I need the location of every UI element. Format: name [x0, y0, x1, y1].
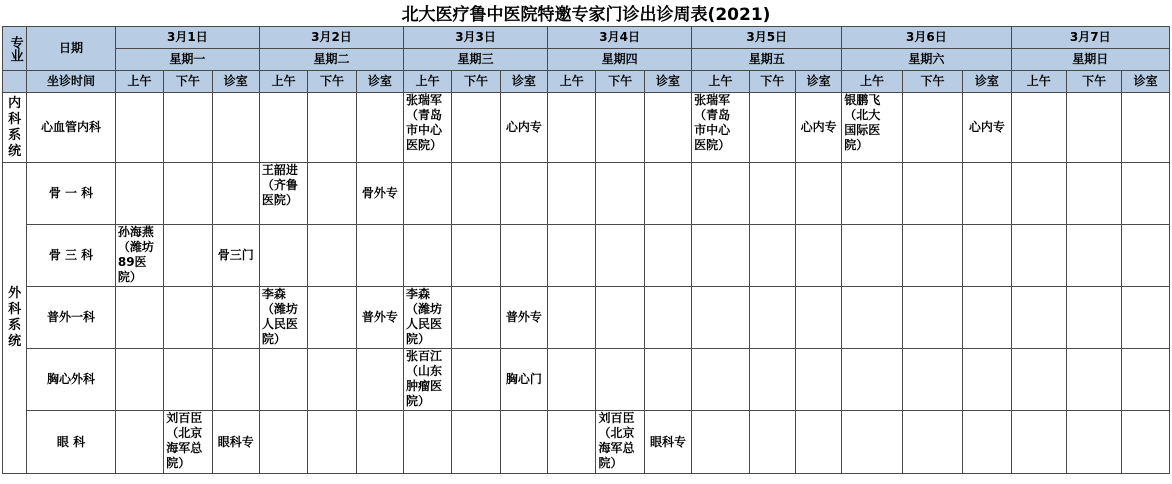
table-row: [3, 225, 1170, 287]
specialty-header: 专业: [3, 27, 27, 71]
day-weekday: 星期三: [404, 49, 548, 71]
clinic-room: [795, 349, 841, 411]
doctor-cell: [1011, 349, 1066, 411]
clinic-room: [212, 287, 259, 349]
clinic-room: [963, 225, 1011, 287]
doctor-cell: [749, 411, 795, 474]
doctor-cell: [164, 349, 212, 411]
table-row: [3, 163, 1170, 225]
department-name: 普外一科: [27, 287, 116, 349]
doctor-cell: 李森 （潍坊 人民医 院）: [259, 287, 307, 349]
am-header: 上午: [115, 71, 163, 93]
clinic-room: [356, 93, 403, 163]
room-header: 诊室: [212, 71, 259, 93]
room-header: 诊室: [500, 71, 547, 93]
doctor-cell: [164, 163, 212, 225]
doctor-cell: [548, 163, 596, 225]
doctor-cell: [259, 349, 307, 411]
doctor-cell: [308, 287, 356, 349]
doctor-cell: [548, 225, 596, 287]
day-weekday: 星期六: [842, 49, 1011, 71]
clinic-room: 骨三门: [212, 225, 259, 287]
doctor-cell: [1066, 349, 1121, 411]
doctor-cell: [164, 93, 212, 163]
department-name: 胸心外科: [27, 349, 116, 411]
doctor-cell: [596, 349, 644, 411]
room-header: 诊室: [1122, 71, 1170, 93]
doctor-cell: [164, 287, 212, 349]
doctor-cell: [308, 163, 356, 225]
doctor-cell: [902, 287, 962, 349]
doctor-cell: 李森 （潍坊 人民医 院）: [404, 287, 452, 349]
day-weekday: 星期四: [548, 49, 692, 71]
day-weekday: 星期日: [1011, 49, 1169, 71]
day-date: 3月5日: [692, 27, 842, 49]
pm-header: 下午: [308, 71, 356, 93]
clinic-room: 胸心门: [500, 349, 547, 411]
doctor-cell: [259, 225, 307, 287]
doctor-cell: [692, 163, 749, 225]
clinic-room: [795, 225, 841, 287]
doctor-cell: [692, 287, 749, 349]
clinic-room: [963, 287, 1011, 349]
doctor-cell: [452, 411, 500, 474]
doctor-cell: 刘百臣 （北京 海军总 院）: [596, 411, 644, 474]
doctor-cell: [842, 163, 902, 225]
doctor-cell: [115, 287, 163, 349]
pm-header: 下午: [1066, 71, 1121, 93]
clinic-room: 普外专: [356, 287, 403, 349]
doctor-cell: 孙海燕 （潍坊 89医 院）: [115, 225, 163, 287]
am-header: 上午: [404, 71, 452, 93]
clinic-room: [1122, 411, 1170, 474]
am-header: 上午: [1011, 71, 1066, 93]
doctor-cell: [692, 349, 749, 411]
pm-header: 下午: [902, 71, 962, 93]
doctor-cell: [259, 93, 307, 163]
department-name: 骨 三 科: [27, 225, 116, 287]
doctor-cell: [115, 411, 163, 474]
doctor-cell: [749, 349, 795, 411]
doctor-cell: [596, 163, 644, 225]
pm-header: 下午: [452, 71, 500, 93]
room-header: 诊室: [356, 71, 403, 93]
day-weekday: 星期一: [115, 49, 259, 71]
doctor-cell: [902, 163, 962, 225]
clinic-room: [1122, 225, 1170, 287]
clinic-room: [795, 411, 841, 474]
room-header: 诊室: [644, 71, 691, 93]
doctor-cell: [596, 287, 644, 349]
doctor-cell: [596, 93, 644, 163]
table-row: [3, 287, 1170, 349]
clinic-room: [212, 349, 259, 411]
doctor-cell: [404, 225, 452, 287]
clinic-room: [356, 349, 403, 411]
doctor-cell: [1011, 225, 1066, 287]
date-header: 日期: [27, 27, 116, 71]
clinic-room: [644, 163, 691, 225]
doctor-cell: [1011, 93, 1066, 163]
doctor-cell: [749, 287, 795, 349]
clinic-room: [644, 287, 691, 349]
doctor-cell: [1066, 225, 1121, 287]
doctor-cell: [548, 411, 596, 474]
doctor-cell: [902, 411, 962, 474]
doctor-cell: [548, 93, 596, 163]
room-header: 诊室: [963, 71, 1011, 93]
clinic-room: [644, 225, 691, 287]
clinic-room: [1122, 163, 1170, 225]
table-row: [3, 349, 1170, 411]
day-date: 3月3日: [404, 27, 548, 49]
table-row: [3, 93, 1170, 163]
am-header: 上午: [842, 71, 902, 93]
doctor-cell: [1011, 163, 1066, 225]
group-internal: 内科系统: [3, 93, 27, 163]
clinic-room: 心内专: [500, 93, 547, 163]
doctor-cell: [259, 411, 307, 474]
day-date: 3月4日: [548, 27, 692, 49]
clinic-room: [356, 225, 403, 287]
clinic-room: [1122, 287, 1170, 349]
doctor-cell: [1066, 163, 1121, 225]
clinic-room: [644, 93, 691, 163]
clinic-room: [356, 411, 403, 474]
room-header: 诊室: [795, 71, 841, 93]
doctor-cell: 王韶进 （齐鲁 医院）: [259, 163, 307, 225]
doctor-cell: [1066, 411, 1121, 474]
clinic-room: [963, 163, 1011, 225]
clinic-room: [795, 287, 841, 349]
doctor-cell: [842, 349, 902, 411]
doctor-cell: [164, 225, 212, 287]
group-surgery: 外科系统: [3, 163, 27, 474]
doctor-cell: [452, 93, 500, 163]
clinic-room: [644, 349, 691, 411]
table-row: [3, 411, 1170, 474]
doctor-cell: [452, 349, 500, 411]
clinic-room: [963, 411, 1011, 474]
department-name: 心血管内科: [27, 93, 116, 163]
doctor-cell: [308, 411, 356, 474]
clinic-room: [795, 163, 841, 225]
doctor-cell: [452, 287, 500, 349]
clinic-room: [500, 411, 547, 474]
doctor-cell: [308, 349, 356, 411]
doctor-cell: [692, 225, 749, 287]
doctor-cell: [692, 411, 749, 474]
doctor-cell: 张百江 （山东 肿瘤医 院）: [404, 349, 452, 411]
pm-header: 下午: [596, 71, 644, 93]
page-title: 北大医疗鲁中医院特邀专家门诊出诊周表(2021): [3, 4, 1170, 27]
clinic-room: [500, 225, 547, 287]
doctor-cell: [308, 93, 356, 163]
doctor-cell: [404, 163, 452, 225]
doctor-cell: [842, 225, 902, 287]
doctor-cell: [404, 411, 452, 474]
clinic-room: [500, 163, 547, 225]
clinic-room: [1122, 349, 1170, 411]
doctor-cell: [902, 349, 962, 411]
department-name: 骨 一 科: [27, 163, 116, 225]
doctor-cell: 张瑞军 （青岛 市中心 医院）: [404, 93, 452, 163]
clinic-room: 骨外专: [356, 163, 403, 225]
clinic-room: [212, 163, 259, 225]
pm-header: 下午: [749, 71, 795, 93]
session-header: 坐诊时间: [27, 71, 116, 93]
doctor-cell: [749, 93, 795, 163]
doctor-cell: 银鹏飞 （北大 国际医 院）: [842, 93, 902, 163]
doctor-cell: [115, 349, 163, 411]
doctor-cell: 张瑞军 （青岛 市中心 医院）: [692, 93, 749, 163]
day-weekday: 星期五: [692, 49, 842, 71]
clinic-room: 眼科专: [212, 411, 259, 474]
doctor-cell: [902, 225, 962, 287]
doctor-cell: [749, 163, 795, 225]
day-date: 3月6日: [842, 27, 1011, 49]
doctor-cell: [749, 225, 795, 287]
doctor-cell: [902, 93, 962, 163]
day-date: 3月7日: [1011, 27, 1169, 49]
clinic-room: 眼科专: [644, 411, 691, 474]
day-weekday: 星期二: [259, 49, 403, 71]
doctor-cell: [1011, 287, 1066, 349]
doctor-cell: [842, 287, 902, 349]
doctor-cell: [452, 163, 500, 225]
doctor-cell: [115, 163, 163, 225]
pm-header: 下午: [164, 71, 212, 93]
doctor-cell: [452, 225, 500, 287]
doctor-cell: [596, 225, 644, 287]
clinic-room: 心内专: [795, 93, 841, 163]
clinic-room: [212, 93, 259, 163]
clinic-room: 心内专: [963, 93, 1011, 163]
doctor-cell: [548, 287, 596, 349]
doctor-cell: 刘百臣 （北京 海军总 院）: [164, 411, 212, 474]
clinic-room: 普外专: [500, 287, 547, 349]
am-header: 上午: [259, 71, 307, 93]
clinic-room: [963, 349, 1011, 411]
schedule-table: [2, 4, 1170, 474]
specialty-header-blank: [3, 71, 27, 93]
clinic-room: [1122, 93, 1170, 163]
am-header: 上午: [548, 71, 596, 93]
doctor-cell: [548, 349, 596, 411]
doctor-cell: [1066, 93, 1121, 163]
doctor-cell: [1011, 411, 1066, 474]
doctor-cell: [842, 411, 902, 474]
doctor-cell: [308, 225, 356, 287]
department-name: 眼 科: [27, 411, 116, 474]
doctor-cell: [1066, 287, 1121, 349]
am-header: 上午: [692, 71, 749, 93]
doctor-cell: [115, 93, 163, 163]
day-date: 3月2日: [259, 27, 403, 49]
day-date: 3月1日: [115, 27, 259, 49]
